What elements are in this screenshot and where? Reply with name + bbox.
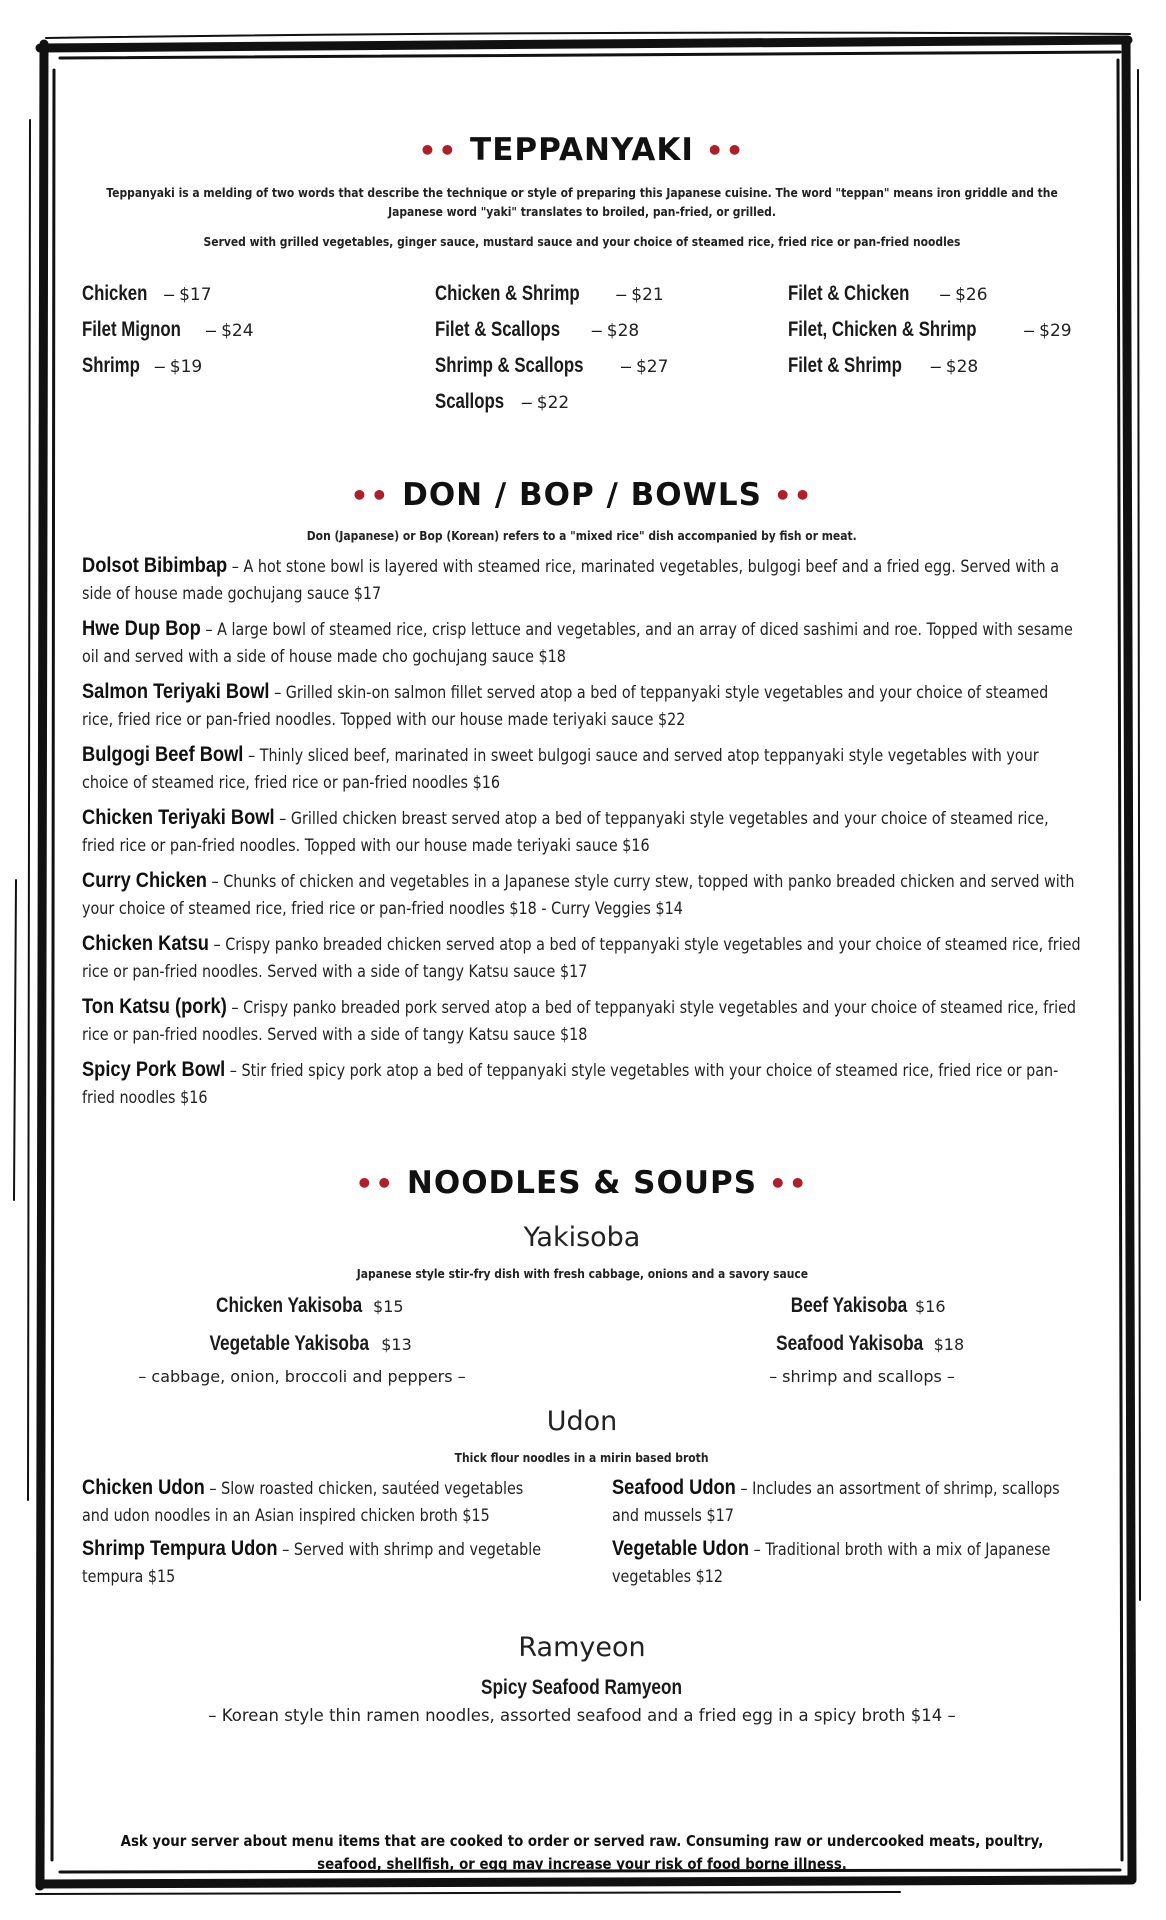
yakisoba-right-note: – shrimp and scallops – <box>769 1367 955 1386</box>
udon-note: Thick flour noodles in a mirin based broth <box>455 1450 709 1465</box>
udon-title: Udon <box>546 1406 618 1437</box>
bowls-note: Don (Japanese) or Bop (Korean) refers to a "mixed rice" dish accompanied by fish or meat. <box>307 528 857 543</box>
menu-item: Salmon Teriyaki Bowl – Grilled skin-on salmon fillet served atop a bed of teppanyaki style vegetables and your choice of steamed rice, fried rice or pan-fried noodles. Topped with our house made teriyaki sauce $22 <box>82 680 1049 729</box>
menu-item: Dolsot Bibimbap – A hot stone bowl is layered with steamed rice, marinated vegetables, bulgogi beef and a fried egg. Served with a side of house made gochujang sauce $17 <box>82 554 1060 603</box>
yakisoba-title: Yakisoba <box>523 1222 641 1253</box>
udon-left <box>82 1474 552 1596</box>
menu-item: Vegetable Udon – Traditional broth with a mix of Japanese vegetables $12 <box>612 1537 1051 1586</box>
yakisoba-left <box>102 1288 502 1390</box>
menu-item: Shrimp Tempura Udon – Served with shrimp and vegetable tempura $15 <box>82 1537 542 1586</box>
noodles-title: •• NOODLES & SOUPS •• <box>355 1165 809 1201</box>
menu-item: Filet & Scallops – $28 <box>435 318 640 341</box>
teppanyaki-column-1 <box>82 276 422 384</box>
food-safety-disclaimer: Ask your server about menu items that are cooked to order or served raw. Consuming raw or undercooked meats, poultry, seafood, shellfish, or egg may increase your risk of food borne illness. <box>120 1832 1044 1873</box>
menu-item: Shrimp – $19 <box>82 354 203 377</box>
menu-item: Filet & Chicken – $26 <box>788 282 988 305</box>
menu-item: Spicy Pork Bowl – Stir fried spicy pork atop a bed of teppanyaki style vegetables with your choice of steamed rice, fried rice or pan-fried noodles $16 <box>82 1058 1059 1107</box>
bowls-title: •• DON / BOP / BOWLS •• <box>350 477 814 513</box>
menu-item: Hwe Dup Bop – A large bowl of steamed rice, crisp lettuce and vegetables, and an array of diced sashimi and roe. Topped with sesame oil and served with a side of house made cho gochujang sauce $18 <box>82 617 1073 666</box>
menu-item: Chicken Udon – Slow roasted chicken, sautéed vegetables and udon noodles in an Asian inspired chicken broth $15 <box>82 1476 524 1525</box>
menu-item: Chicken & Shrimp – $21 <box>435 282 664 305</box>
teppanyaki-served: Served with grilled vegetables, ginger sauce, mustard sauce and your choice of steamed rice, fried rice or pan-fried noodles <box>203 234 961 249</box>
menu-item: Bulgogi Beef Bowl – Thinly sliced beef, marinated in sweet bulgogi sauce and served atop teppanyaki style vegetables with your choice of steamed rice, fried rice or pan-fried noodles $16 <box>82 743 1039 792</box>
yakisoba-right <box>662 1288 1062 1390</box>
menu-item: Chicken – $17 <box>82 282 212 305</box>
menu-item: Spicy Seafood Ramyeon <box>481 1676 683 1699</box>
menu-page <box>82 0 1082 1920</box>
menu-item: Curry Chicken – Chunks of chicken and vegetables in a Japanese style curry stew, topped with panko breaded chicken and served with your choice of steamed rice, fried rice or pan-fried noodles $18 - Curry Veggies $14 <box>82 869 1075 918</box>
teppanyaki-title: •• TEPPANYAKI •• <box>418 132 746 168</box>
teppanyaki-intro: Teppanyaki is a melding of two words that describe the technique or style of preparing this Japanese cuisine. The word "teppan" means iron griddle and the Japanese word "yaki" translates to broiled, pan-fried, or grilled. <box>106 185 1058 219</box>
menu-item: Chicken Teriyaki Bowl – Grilled chicken breast served atop a bed of teppanyaki style vegetables and your choice of steamed rice, fried rice or pan-fried noodles. Topped with our house made teriyaki sauce $16 <box>82 806 1049 855</box>
menu-item: Scallops – $22 <box>435 390 570 413</box>
menu-item: Ton Katsu (pork) – Crispy panko breaded pork served atop a bed of teppanyaki style vegetables and your choice of steamed rice, fried rice or pan-fried noodles. Served with a side of tangy Katsu sauce $18 <box>82 995 1077 1044</box>
ramyeon-description: – Korean style thin ramen noodles, assorted seafood and a fried egg in a spicy broth $14 – <box>208 1706 956 1725</box>
menu-item: Chicken Katsu – Crispy panko breaded chicken served atop a bed of teppanyaki style vegetables and your choice of steamed rice, fried rice or pan-fried noodles. Served with a side of tangy Katsu sauce $17 <box>82 932 1081 981</box>
yakisoba-note: Japanese style stir-fry dish with fresh cabbage, onions and a savory sauce <box>356 1266 808 1281</box>
menu-item: Beef Yakisoba $16 <box>791 1294 946 1317</box>
teppanyaki-column-3 <box>788 276 1128 384</box>
ramyeon-title: Ramyeon <box>518 1632 646 1663</box>
teppanyaki-column-2 <box>435 276 775 420</box>
menu-item: Seafood Udon – Includes an assortment of shrimp, scallops and mussels $17 <box>612 1476 1060 1525</box>
menu-item: Seafood Yakisoba $18 <box>775 1332 965 1355</box>
menu-item: Filet, Chicken & Shrimp – $29 <box>788 318 1072 341</box>
menu-item: Chicken Yakisoba $15 <box>216 1294 404 1317</box>
menu-item: Filet & Shrimp – $28 <box>788 354 979 377</box>
menu-item: Shrimp & Scallops – $27 <box>435 354 669 377</box>
menu-item: Vegetable Yakisoba $13 <box>209 1332 412 1355</box>
yakisoba-left-note: – cabbage, onion, broccoli and peppers – <box>138 1367 466 1386</box>
udon-right <box>612 1474 1082 1596</box>
bowls-list <box>82 552 1082 1119</box>
menu-item: Filet Mignon – $24 <box>82 318 254 341</box>
